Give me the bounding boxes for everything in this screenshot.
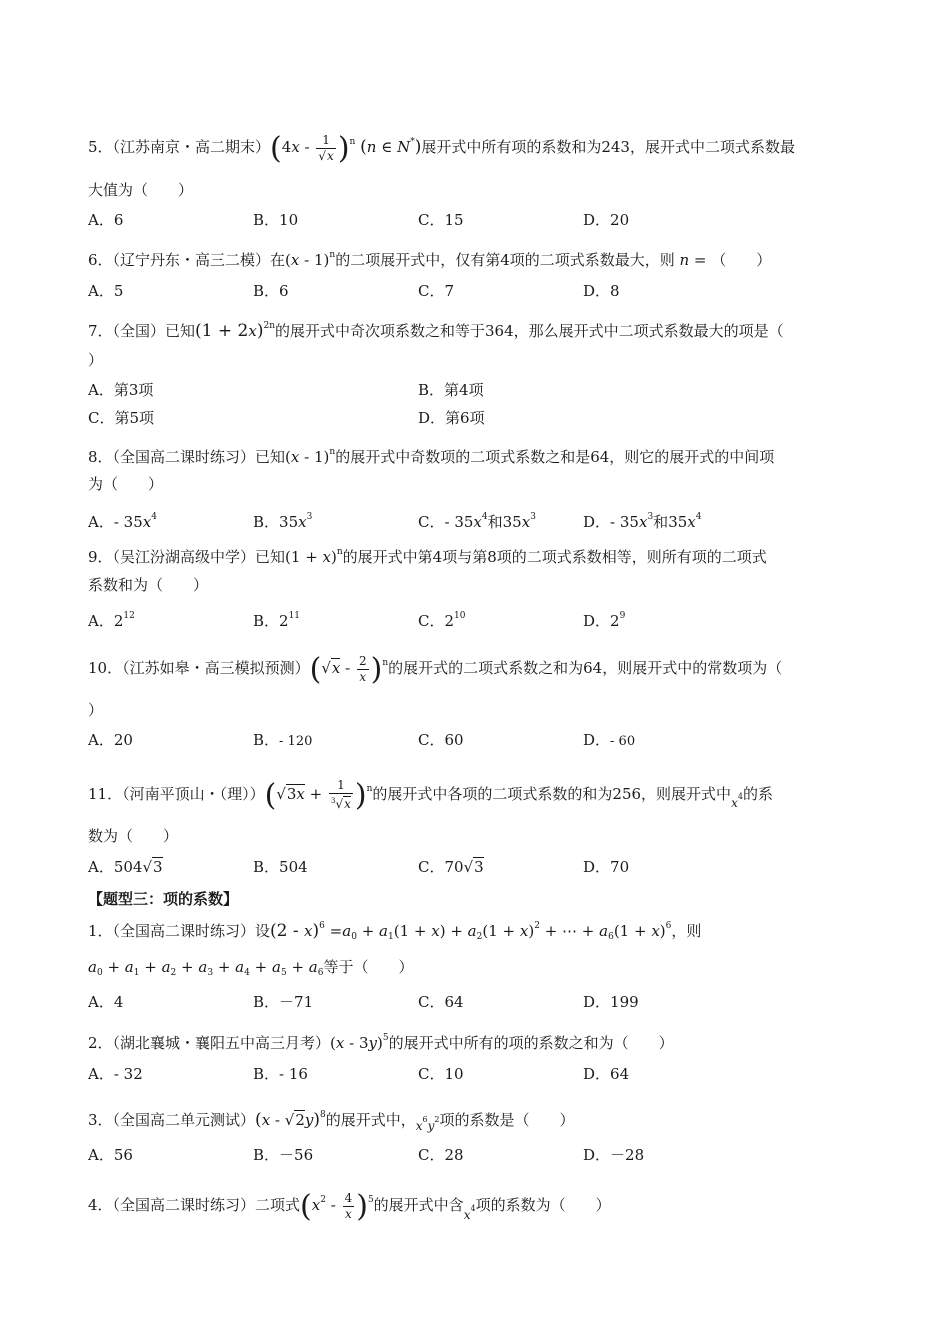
question-8-cont: 为（ ） <box>88 475 164 493</box>
t4-prefix: 4．（全国高二课时练习）二项式 <box>88 1196 301 1214</box>
option-a[interactable]: A．56 <box>88 1146 133 1164</box>
t4-x4: x4 <box>463 1204 476 1222</box>
t1-sum: $a_0 + a_1 + a_2 + a_3 + a_4 + a_5 + a_6$ <box>88 958 324 978</box>
option-a[interactable]: A．504√3 <box>88 858 163 876</box>
question-10-cont: ） <box>88 701 104 719</box>
question-5-cont: 大值为（ ） <box>88 181 194 199</box>
t2-text: 的展开式中所有的项的系数之和为（ ） <box>388 1034 674 1052</box>
t4-end: 项的系数为（ ） <box>475 1196 611 1214</box>
option-d[interactable]: D．- 60 <box>583 731 636 749</box>
option-b[interactable]: B．- 120 <box>253 731 313 749</box>
option-c[interactable]: C．64 <box>418 993 464 1011</box>
option-d[interactable]: D．第6项 <box>418 409 485 427</box>
t2-prefix: 2．（湖北襄城・襄阳五中高三月考） <box>88 1034 331 1052</box>
option-d[interactable]: D．64 <box>583 1065 630 1083</box>
question-6 <box>88 245 880 270</box>
t2-formula: (x - 3y)$^5$ <box>330 1033 389 1052</box>
q10-formula: (√x - $\frac{2}{x}$ )$^n$ <box>309 652 389 687</box>
question-7 <box>88 316 880 341</box>
q11-prefix: 11．（河南平顶山・（理）） <box>88 785 265 803</box>
option-c[interactable]: C．15 <box>418 211 464 229</box>
question-9 <box>88 542 880 567</box>
q10-text: 的展开式的二项式系数之和为64，则展开式中的常数项为（ <box>388 659 783 677</box>
question-7-cont: ） <box>88 351 104 369</box>
q6-text: 的二项展开式中，仅有第4项的二项式系数最大，则 <box>335 251 675 269</box>
q8-formula: (x - 1)$^n$ <box>285 447 336 466</box>
t1-text: ，则 <box>671 922 702 940</box>
q10-prefix: 10．（江苏如皋・高三模拟预测） <box>88 659 310 677</box>
q8-text: 的展开式中奇数项的二项式系数之和是64，则它的展开式的中间项 <box>335 448 775 466</box>
q7-prefix: 7．（全国）已知 <box>88 322 196 340</box>
option-a[interactable]: A．- $35x^4$ <box>88 512 157 531</box>
q9-formula: $(1 + x)^n$ <box>285 547 343 566</box>
t3-prefix: 3．（全国高二单元测试） <box>88 1111 256 1129</box>
question-t4 <box>88 1190 880 1225</box>
t3-end: 项的系数是（ ） <box>439 1111 575 1129</box>
q6-prefix: 6．（辽宁丹东・高三二模）在 <box>88 251 286 269</box>
option-d[interactable]: D．- $35x^3$和$35x^4$ <box>583 512 702 531</box>
question-11-cont: 数为（ ） <box>88 827 179 845</box>
option-b[interactable]: B．10 <box>253 211 299 229</box>
option-c[interactable]: C．7 <box>418 282 455 300</box>
option-b[interactable]: B．$2^{11}$ <box>253 611 301 630</box>
t3-text: 的展开式中， <box>325 1111 416 1129</box>
question-8 <box>88 442 880 467</box>
question-11 <box>88 778 880 813</box>
q6-end: （ ） <box>711 251 772 269</box>
question-10 <box>88 653 880 685</box>
q8-prefix: 8．（全国高二课时练习）已知 <box>88 448 286 466</box>
q11-formula: (√3x + $\frac{1}{^3√x}$ )$^n$ <box>264 778 373 813</box>
option-b[interactable]: B．504 <box>253 858 308 876</box>
option-a[interactable]: A．6 <box>88 211 124 229</box>
option-b[interactable]: B．- 16 <box>253 1065 308 1083</box>
q6-formula: (x - 1)$^n$ <box>285 250 336 269</box>
option-a[interactable]: A．4 <box>88 993 124 1011</box>
option-a[interactable]: A．$2^{12}$ <box>88 611 135 630</box>
option-b[interactable]: B．－56 <box>253 1146 314 1164</box>
q9-prefix: 9．（吴江汾湖高级中学）已知 <box>88 548 286 566</box>
option-b[interactable]: B．6 <box>253 282 289 300</box>
option-c[interactable]: C．60 <box>418 731 464 749</box>
q5-text: 展开式中所有项的系数和为243，展开式中二项式系数最 <box>421 138 795 156</box>
q9-text: 的展开式中第4项与第8项的二项式系数相等，则所有项的二项式 <box>342 548 767 566</box>
option-a[interactable]: A．20 <box>88 731 133 749</box>
t1-formula: $(2 - x)^6 =a_0 + a_1(1 + x) + a_2(1 + x)^2$ + ⋯ + $a_6(1 + x)^6$ <box>270 921 672 942</box>
q11-x4: x4 <box>731 792 743 810</box>
option-b[interactable]: B．－71 <box>253 993 314 1011</box>
option-c[interactable]: C．70√3 <box>418 858 484 876</box>
q7-formula: $(1 + 2x)^{2n}$ <box>195 321 276 341</box>
question-t2 <box>88 1028 880 1053</box>
q6-n: n = <box>674 251 712 269</box>
option-d[interactable]: D．$2^9$ <box>583 611 626 630</box>
q11-text: 的展开式中各项的二项式系数的和为256，则展开式中 <box>372 785 732 803</box>
option-d[interactable]: D．20 <box>583 211 630 229</box>
question-t1-cont: $a_0 + a_1 + a_2 + a_3 + a_4 + a_5 + a_6$等于（ ） <box>88 958 414 978</box>
t3-term: x6y2 <box>415 1115 440 1133</box>
option-a[interactable]: A．5 <box>88 282 124 300</box>
option-c[interactable]: C．28 <box>418 1146 464 1164</box>
question-9-cont: 系数和为（ ） <box>88 576 209 594</box>
section-heading: 【题型三：项的系数】 <box>88 890 239 908</box>
q5-prefix: 5．（江苏南京・高二期末） <box>88 138 271 156</box>
option-c[interactable]: C．第5项 <box>88 409 155 427</box>
t4-formula: ($x^2$ - $\frac{4}{x}$ )$^5$ <box>300 1189 374 1224</box>
option-d[interactable]: D．－28 <box>583 1146 645 1164</box>
option-a[interactable]: A．- 32 <box>88 1065 143 1083</box>
option-d[interactable]: D．8 <box>583 282 620 300</box>
q11-end: 的系 <box>742 785 773 803</box>
option-b[interactable]: B．第4项 <box>418 381 484 399</box>
option-c[interactable]: C．$2^{10}$ <box>418 611 466 630</box>
option-a[interactable]: A．第3项 <box>88 381 154 399</box>
option-c[interactable]: C．10 <box>418 1065 464 1083</box>
option-d[interactable]: D．199 <box>583 993 639 1011</box>
option-b[interactable]: B．$35x^3$ <box>253 512 313 531</box>
question-t3 <box>88 1105 880 1136</box>
t3-formula: (x - √2y)$^8$ <box>255 1110 326 1130</box>
q5-formula: (4x - $\frac{1}{√x}$ )$^n$ (n ∈ N*) <box>270 131 422 166</box>
t1-prefix: 1．（全国高二课时练习）设 <box>88 922 271 940</box>
question-t1 <box>88 916 880 947</box>
question-5 <box>88 132 880 164</box>
q7-text: 的展开式中奇次项系数之和等于364，那么展开式中二项式系数最大的项是（ <box>275 322 784 340</box>
t4-text: 的展开式中含 <box>373 1196 464 1214</box>
option-d[interactable]: D．70 <box>583 858 630 876</box>
option-c[interactable]: C．- $35x^4$和$35x^3$ <box>418 512 536 531</box>
